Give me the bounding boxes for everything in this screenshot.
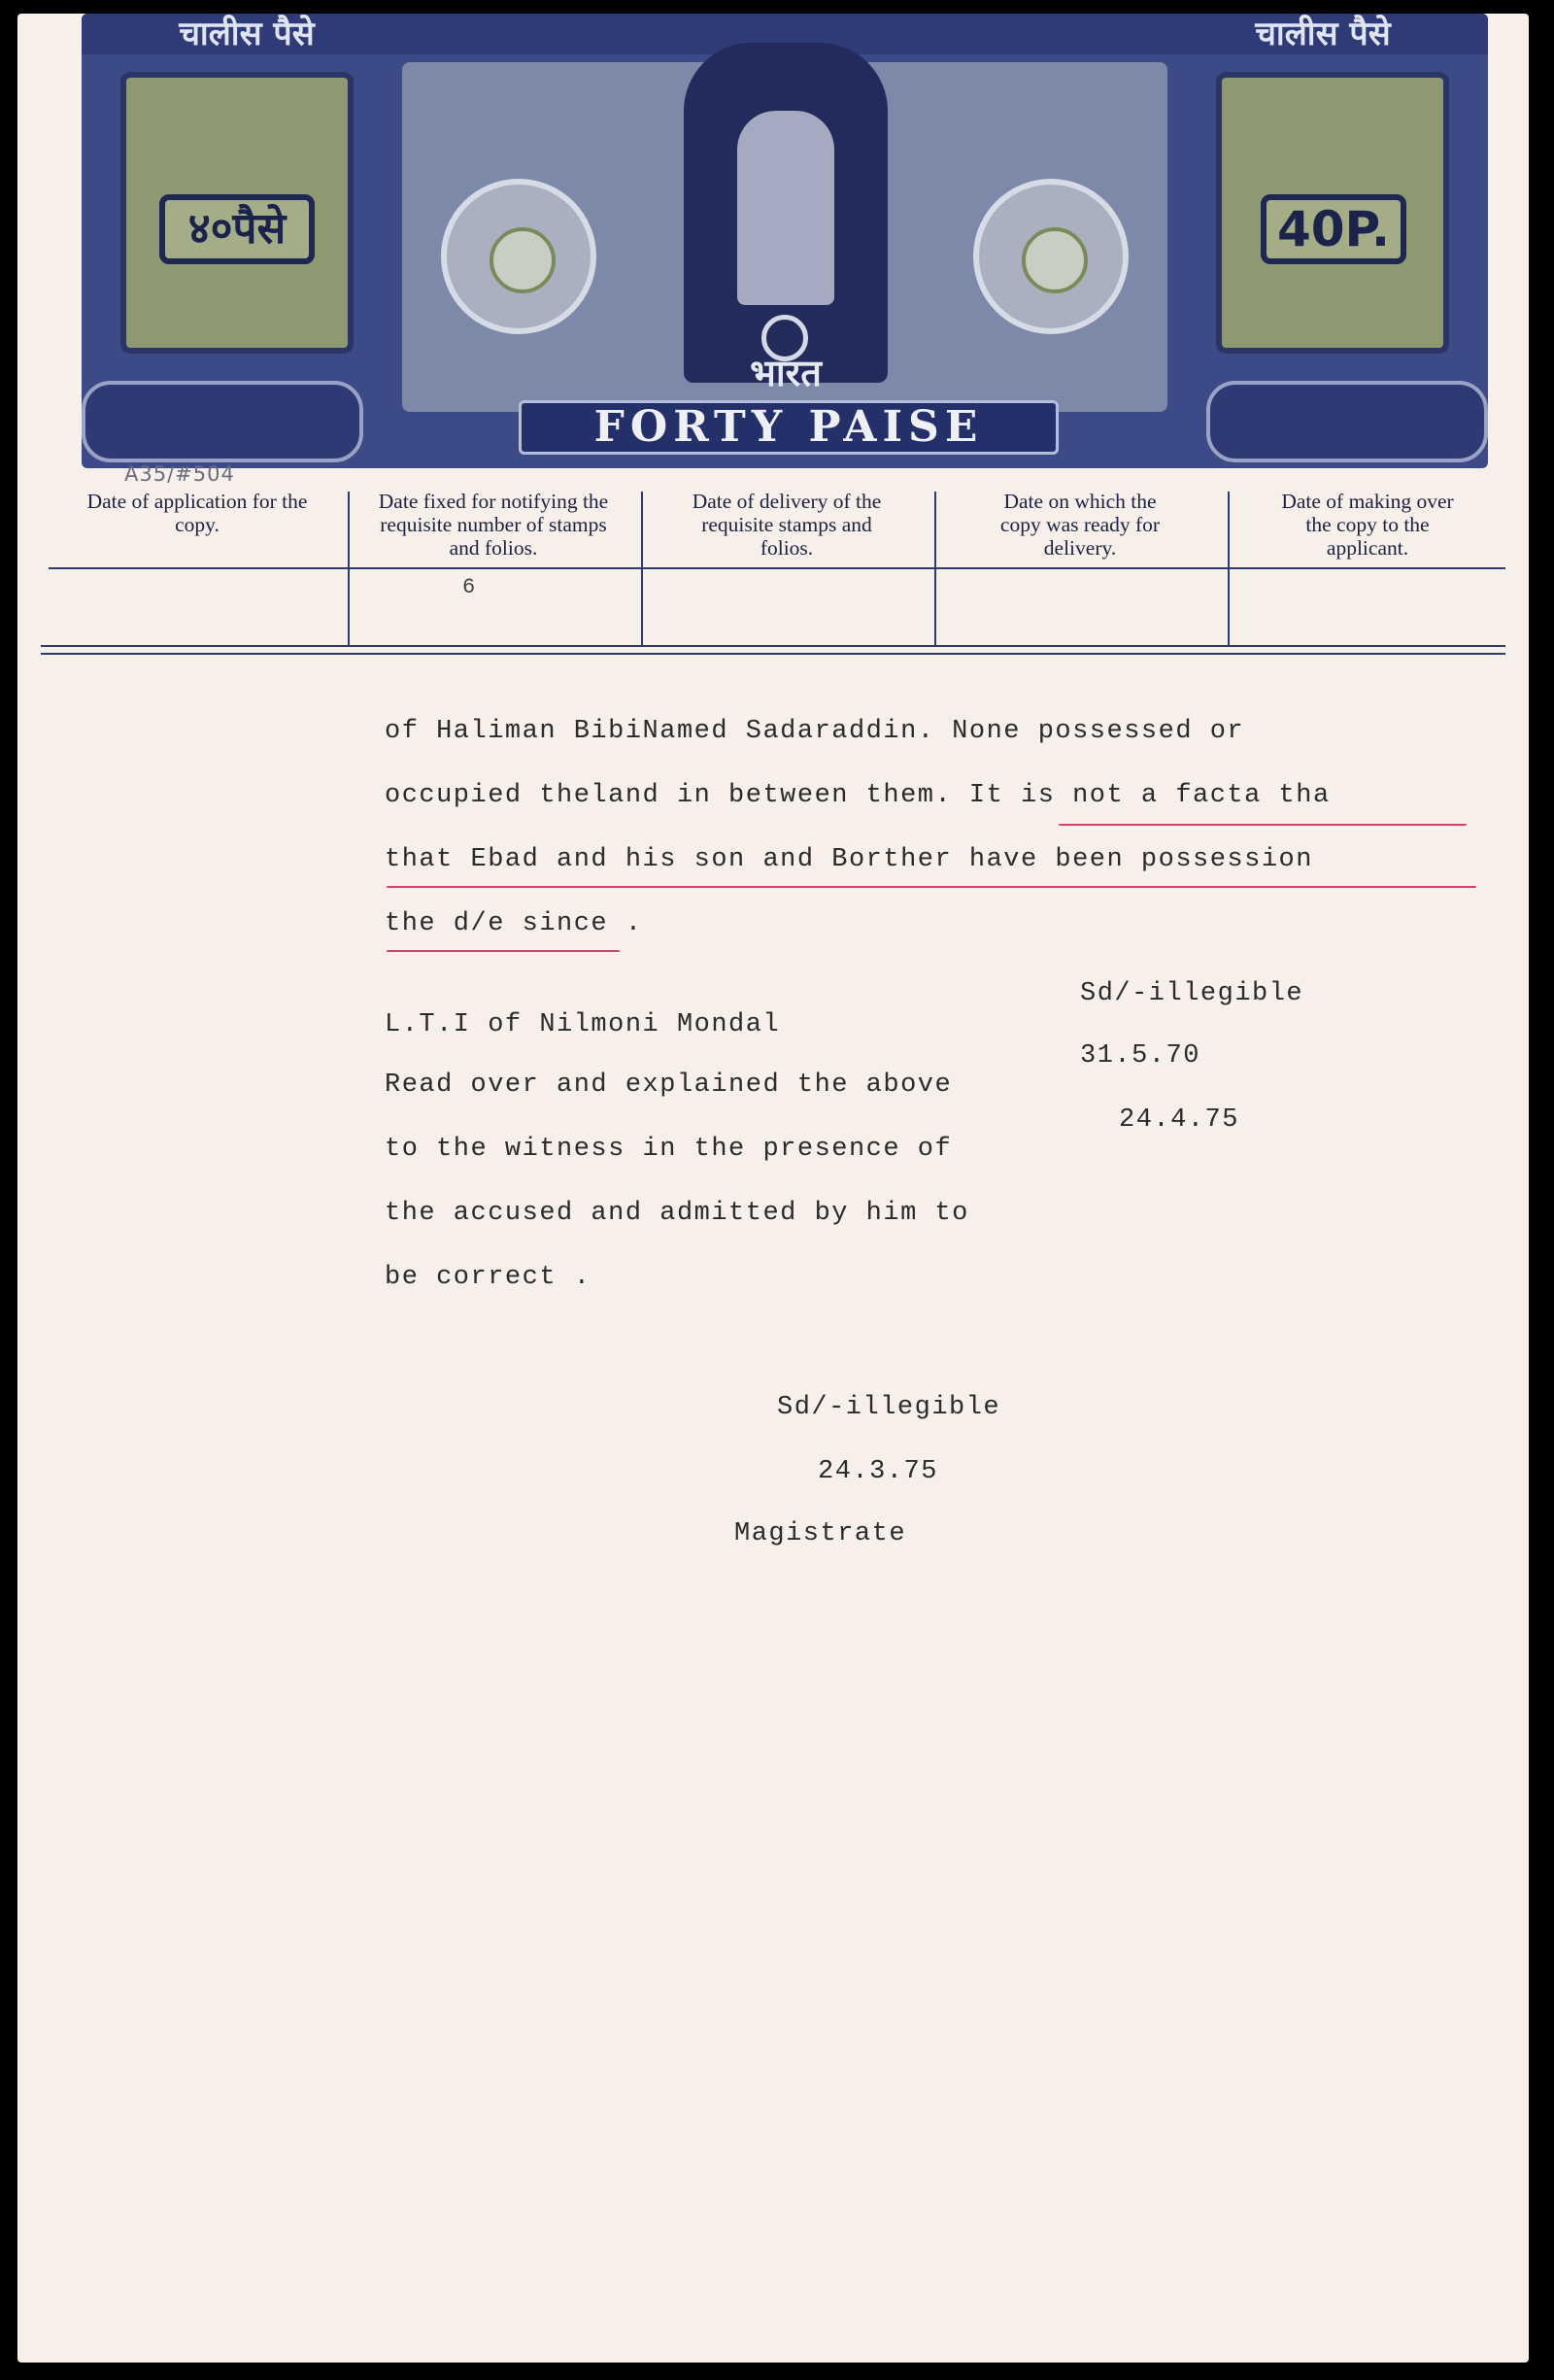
- table-column-application-date: [49, 482, 346, 649]
- red-underline: [387, 886, 1476, 888]
- magistrate-date: 24.3.75: [818, 1457, 938, 1486]
- deposition-line: that Ebad and his son and Borther have been possession: [385, 845, 1313, 874]
- copy-register-table: [49, 482, 1505, 649]
- stamp-right-panel: [1216, 72, 1449, 354]
- table-divider: [1228, 492, 1230, 647]
- stamp-lower-left-ornament: [82, 381, 363, 462]
- table-header-rule: [49, 567, 1505, 569]
- magistrate-signature: Sd/-illegible: [777, 1393, 1001, 1422]
- revenue-stamp-header: [82, 14, 1488, 468]
- deposition-line: the d/e since .: [385, 909, 643, 938]
- stamp-hindi-denomination-left: चालीस पैसे: [179, 15, 315, 53]
- stamp-hindi-denomination-right: चालीस पैसे: [1255, 15, 1391, 53]
- witness-line: L.T.I of Nilmoni Mondal: [385, 1010, 781, 1039]
- table-divider: [934, 492, 936, 647]
- stamp-value-hindi: ४०पैसे: [159, 194, 315, 264]
- witness-line: the accused and admitted by him to: [385, 1199, 969, 1228]
- stamp-left-panel: [120, 72, 354, 354]
- table-header: Date of delivery of the requisite stamps and folios.: [692, 490, 882, 560]
- table-divider: [641, 492, 643, 647]
- stamp-denomination-text: FORTY PAISE: [519, 400, 1059, 455]
- red-underline: [1059, 824, 1467, 826]
- table-bottom-rule: [41, 645, 1505, 647]
- witness-line: to the witness in the presence of: [385, 1135, 953, 1164]
- table-header: Date of application for the copy.: [86, 490, 308, 536]
- table-header: Date on which the copy was ready for delivery.: [999, 490, 1161, 560]
- table-cell-entry: 6: [462, 575, 476, 599]
- table-header: Date fixed for notifying the requisite number of stamps and folios.: [378, 490, 609, 560]
- stamp-value-english: 40P.: [1261, 194, 1406, 264]
- table-divider: [348, 492, 350, 647]
- table-header: Date of making over the copy to the applicant.: [1281, 490, 1454, 560]
- stamp-lower-right-ornament: [1206, 381, 1488, 462]
- magistrate-title: Magistrate: [734, 1519, 907, 1548]
- table-column-ready-date: [936, 482, 1224, 649]
- rosette-left-icon: [441, 179, 596, 334]
- signature-date: 24.4.75: [1119, 1105, 1239, 1135]
- signature-date: 31.5.70: [1080, 1041, 1200, 1071]
- witness-line: Read over and explained the above: [385, 1071, 953, 1100]
- rosette-right-icon: [973, 179, 1129, 334]
- table-bottom-rule: [41, 653, 1505, 655]
- deposition-line: occupied theland in between them. It is not a facta tha: [385, 781, 1331, 810]
- table-column-notifying-date: [350, 482, 637, 649]
- red-underline: [387, 950, 620, 952]
- signature-line: Sd/-illegible: [1080, 979, 1304, 1008]
- national-emblem-icon: [684, 43, 888, 383]
- table-column-handover-date: [1230, 482, 1505, 649]
- lion-capital-icon: [737, 111, 834, 305]
- margin-handwritten-note: A35/#504: [124, 462, 235, 486]
- table-column-delivery-date: [643, 482, 930, 649]
- witness-line: be correct .: [385, 1263, 591, 1292]
- deposition-line: of Haliman BibiNamed Sadaraddin. None possessed or: [385, 717, 1245, 746]
- stamp-country-name: भारत: [750, 352, 822, 394]
